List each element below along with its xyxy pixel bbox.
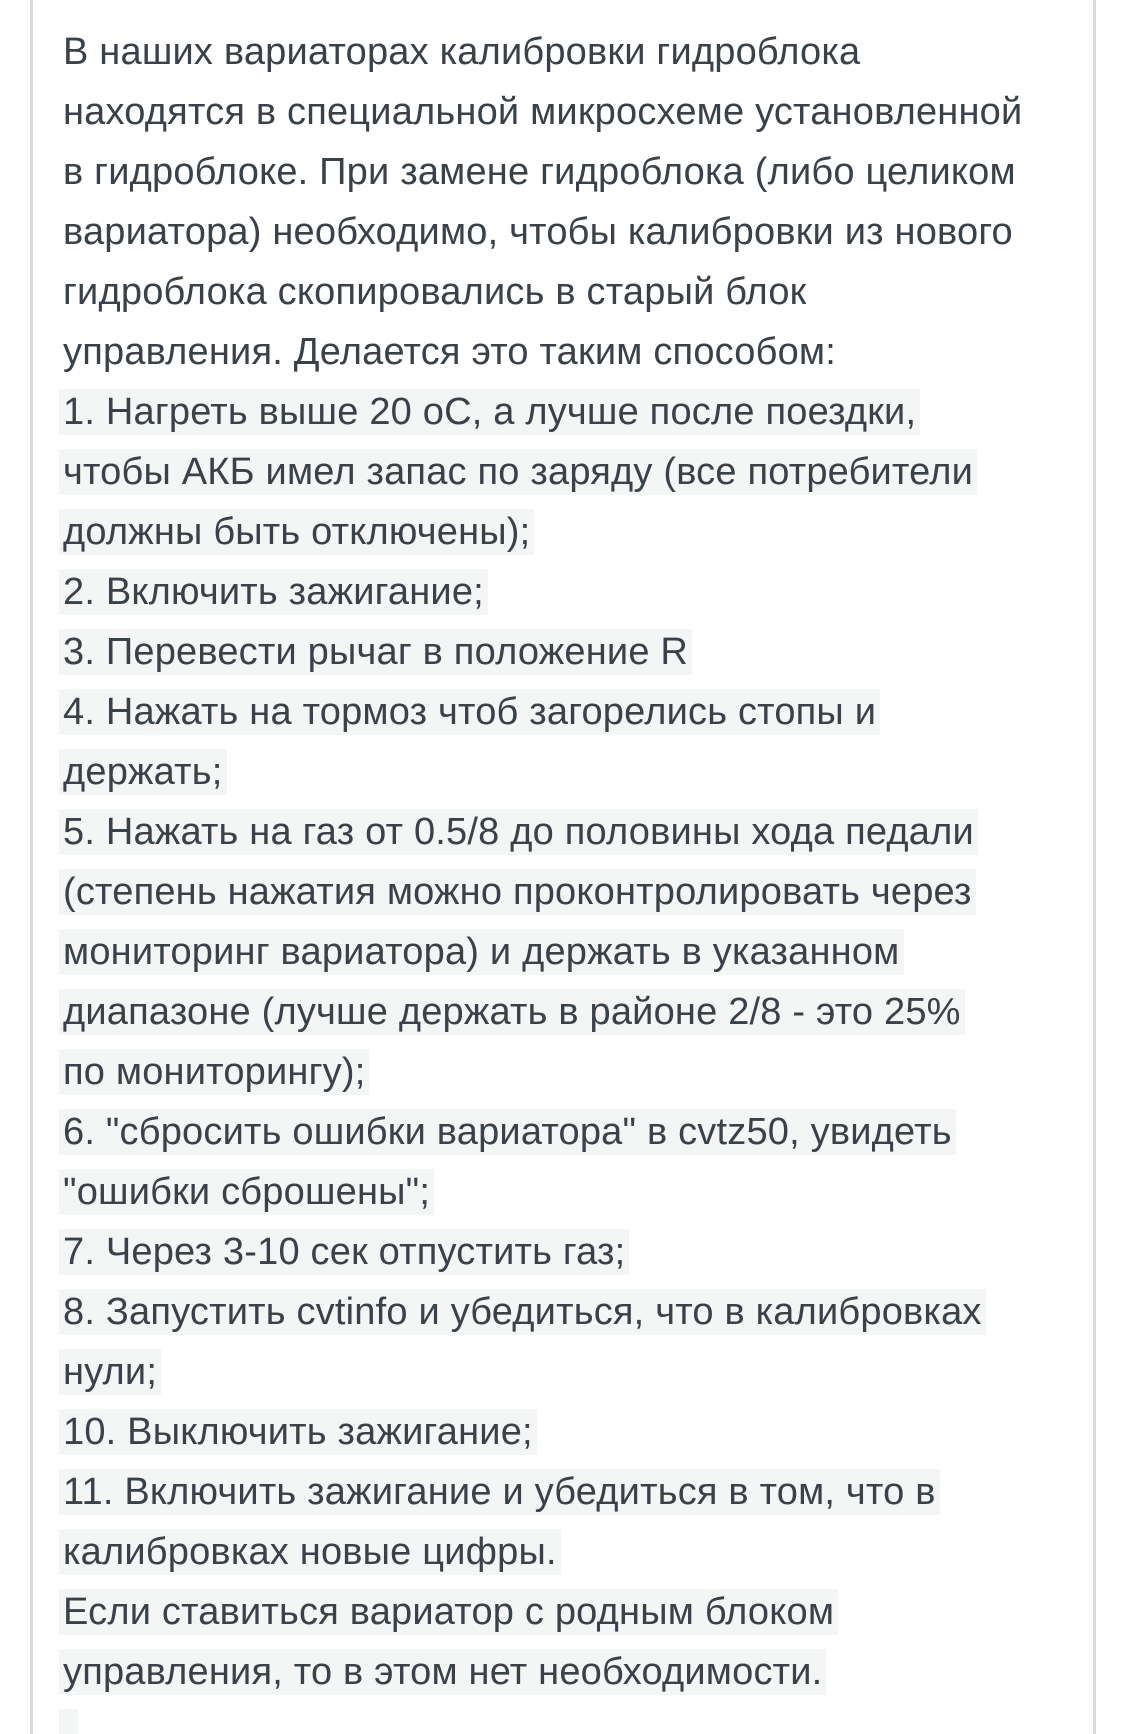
text-line bbox=[63, 1402, 1068, 1462]
highlighted-text: 5. Нажать на газ от 0.5/8 до половины хода педали bbox=[59, 809, 978, 855]
text-line bbox=[63, 682, 1068, 742]
text-line bbox=[63, 382, 1068, 442]
highlighted-text: держать; bbox=[59, 749, 227, 795]
step-4 bbox=[63, 682, 1068, 802]
plain-text: находятся в специальной микросхеме установленной bbox=[63, 91, 1023, 133]
text-line bbox=[63, 802, 1068, 862]
text-line bbox=[63, 442, 1068, 502]
highlighted-text: нули; bbox=[59, 1349, 161, 1395]
plain-text: управления. Делается это таким способом: bbox=[63, 331, 836, 373]
text-line bbox=[63, 862, 1068, 922]
partial-next-line bbox=[63, 1702, 1068, 1734]
highlighted-text: 6. "сбросить ошибки вариатора" в cvtz50, увидеть bbox=[59, 1109, 956, 1155]
text-line bbox=[63, 1702, 1068, 1734]
highlighted-text: 10. Выключить зажигание; bbox=[59, 1409, 537, 1455]
text-line bbox=[63, 22, 1068, 82]
text-line bbox=[63, 1042, 1068, 1102]
text-line bbox=[63, 622, 1068, 682]
highlighted-text: мониторинг вариатора) и держать в указанном bbox=[59, 929, 904, 975]
highlighted-text: чтобы АКБ имел запас по заряду (все потребители bbox=[59, 449, 977, 495]
highlighted-text: 1. Нагреть выше 20 оС, а лучше после поездки, bbox=[59, 389, 920, 435]
step-2 bbox=[63, 562, 1068, 622]
highlighted-text: 2. Включить зажигание; bbox=[59, 569, 488, 615]
text-line bbox=[63, 1222, 1068, 1282]
highlighted-text bbox=[59, 1709, 78, 1734]
right-border-line bbox=[1093, 0, 1096, 1734]
text-line bbox=[63, 1582, 1068, 1642]
text-line bbox=[63, 142, 1068, 202]
text-line bbox=[63, 502, 1068, 562]
highlighted-text: управления, то в этом нет необходимости. bbox=[59, 1649, 826, 1695]
highlighted-text: диапазоне (лучше держать в районе 2/8 - это 25% bbox=[59, 989, 965, 1035]
text-line bbox=[63, 1102, 1068, 1162]
step-5 bbox=[63, 802, 1068, 1102]
text-line bbox=[63, 1282, 1068, 1342]
article-body bbox=[63, 22, 1068, 1734]
text-line bbox=[63, 922, 1068, 982]
highlighted-text: 3. Перевести рычаг в положение R bbox=[59, 629, 692, 675]
closing-paragraph bbox=[63, 1582, 1068, 1702]
plain-text: вариатора) необходимо, чтобы калибровки из нового bbox=[63, 211, 1013, 253]
text-line bbox=[63, 1522, 1068, 1582]
highlighted-text: 7. Через 3-10 сек отпустить газ; bbox=[59, 1229, 629, 1275]
highlighted-text: должны быть отключены); bbox=[59, 509, 534, 555]
text-line bbox=[63, 982, 1068, 1042]
left-border-line bbox=[30, 0, 33, 1734]
plain-text: в гидроблоке. При замене гидроблока (либо целиком bbox=[63, 151, 1016, 193]
text-line bbox=[63, 82, 1068, 142]
highlighted-text: 8. Запустить cvtinfo и убедиться, что в калибровках bbox=[59, 1289, 986, 1335]
text-line bbox=[63, 322, 1068, 382]
text-line bbox=[63, 562, 1068, 622]
highlighted-text: калибровках новые цифры. bbox=[59, 1529, 561, 1575]
text-line bbox=[63, 202, 1068, 262]
step-3 bbox=[63, 622, 1068, 682]
step-10 bbox=[63, 1402, 1068, 1462]
highlighted-text: по мониторингу); bbox=[59, 1049, 369, 1095]
text-line bbox=[63, 1162, 1068, 1222]
step-1 bbox=[63, 382, 1068, 562]
step-7 bbox=[63, 1222, 1068, 1282]
text-line bbox=[63, 742, 1068, 802]
text-line bbox=[63, 1342, 1068, 1402]
highlighted-text: 4. Нажать на тормоз чтоб загорелись стопы и bbox=[59, 689, 880, 735]
intro-paragraph bbox=[63, 22, 1068, 382]
text-line bbox=[63, 1462, 1068, 1522]
step-11 bbox=[63, 1462, 1068, 1582]
plain-text: гидроблока скопировались в старый блок bbox=[63, 271, 807, 313]
text-line bbox=[63, 1642, 1068, 1702]
highlighted-text: Если ставиться вариатор с родным блоком bbox=[59, 1589, 838, 1635]
plain-text: В наших вариаторах калибровки гидроблока bbox=[63, 31, 861, 73]
highlighted-text: "ошибки сброшены"; bbox=[59, 1169, 434, 1215]
step-6 bbox=[63, 1102, 1068, 1222]
highlighted-text: 11. Включить зажигание и убедиться в том, что в bbox=[59, 1469, 940, 1515]
highlighted-text: (степень нажатия можно проконтролировать через bbox=[59, 869, 976, 915]
text-line bbox=[63, 262, 1068, 322]
step-8 bbox=[63, 1282, 1068, 1402]
